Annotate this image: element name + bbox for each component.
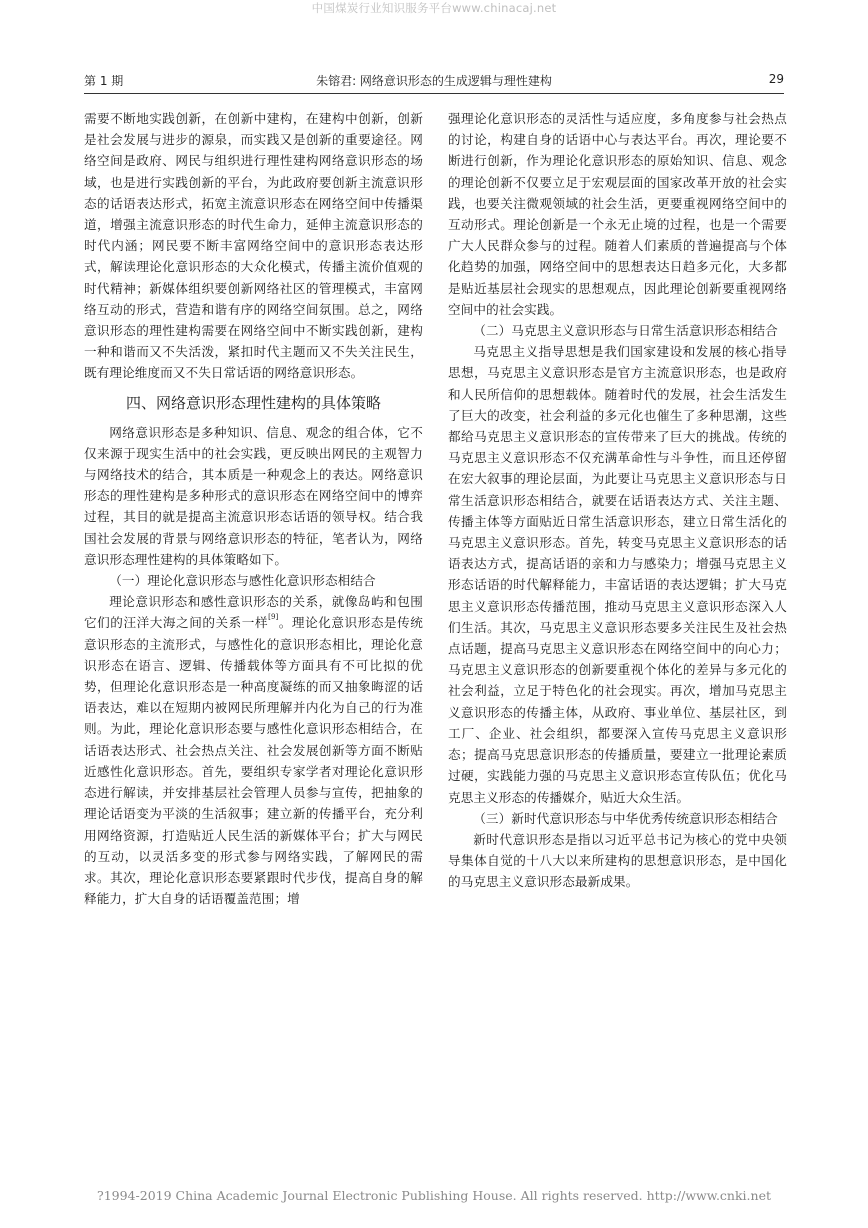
paragraph-text: 。理论化意识形态是传统意识形态的主流形式，与感性化的意识形态相比，理论化意识形态在语言、逻辑、传播载体等方面具有不可比拟的优势，但理论化意识形态是一种高度凝练的而又抽象晦涩的话语表达，难以在短期内被网民所理解并内化为自己的行为准则。为此，理论化意识形态要与感性化意识形态相结合，在话语表达形式、社会热点关注、社会发展创新等方面不断贴近感性化意识形态。首先，要组织专家学者对理论化意识形态进行解读，并安排基层社会管理人员参与宣传，把抽象的理论话语变为平淡的生活叙事；建立新的传播平台，充分利用网络资源，打造贴近人民生活的新媒体平台；扩大与网民的互动，以灵活多变的形式参与网络实践，了解网民的需求。其次，理论化意识形态要紧跟时代步伐，提高自身的解释能力，扩大自身的话语覆盖范围；增 [84,615,423,907]
paragraph: 新时代意识形态是指以习近平总书记为核心的党中央领导集体自觉的十八大以来所建构的思想意识形态，是中国化的马克思主义意识形态最新成果。 [448,831,787,890]
paragraph-text: 理论意识形态和感性意识形态的关系，就像岛屿和包围它们的汪洋大海之间的关系一样 [84,594,423,631]
paragraph: 马克思主义指导思想是我们国家建设和发展的核心指导思想，马克思主义意识形态是官方主流意识形态，也是政府和人民所信仰的思想载体。随着时代的发展，社会生活发生了巨大的改变，社会利益的多元化也催生了多种思潮，这些都给马克思主义意识形态的宣传带来了巨大的挑战。传统的马克思主义意识形态不仅充满革命性与斗争性，而且还停留在宏大叙事的理论层面，为此要让马克思主义意识形态与日常生活意识形态相结合，就要在话语表达方式、关注主题、传播主体等方面贴近日常生活意识形态，建立日常生活化的马克思主义意识形态。首先，转变马克思主义意识形态的话语表达方式，提高话语的亲和力与感染力；增强马克思主义形态话语的时代解释能力，丰富话语的表达逻辑；扩大马克思主义意识形态传播范围，推动马克思主义意识形态深入人们生活。其次，马克思主义意识形态要多关注民生及社会热点话题，提高马克思主义意识形态在网络空间中的向心力；马克思主义意识形态的创新要重视个体化的差异与多元化的社会利益，立足于特色化的社会现实。再次，增加马克思主义意识形态的传播主体，从政府、事业单位、基层社区，到工厂、企业、社会组织，都要深入宣传马克思主义意识形态；提高马克思意识形态的传播质量，要建立一批理论素质过硬，实践能力强的马克思主义意识形态宣传队伍；优化马克思主义形态的传播媒介，贴近大众生活。 [448,344,787,805]
paragraph: 强理论化意识形态的灵活性与适应度，多角度参与社会热点的讨论，构建自身的话语中心与表达平台。再次，理论要不断进行创新，作为理论化意识形态的原始知识、信息、观念的理论创新不仅要立足于宏观层面的国家改革开放的社会实践，也要关注微观领域的社会生活，更要重视网络空间中的互动形式。理论创新是一个永无止境的过程，也是一个需要广大人民群众参与的过程。随着人们素质的普遍提高与个体化趋势的加强，网络空间中的思想表达日趋多元化，大多都是贴近基层社会现实的思想观点，因此理论创新要重视网络空间中的社会实践。 [448,111,787,317]
copyright-footer: ?1994-2019 China Academic Journal Electronic Publishing House. All rights reserved. http://www.cnki.net [97,1188,771,1203]
running-header [84,72,784,90]
page-number: 29 [768,72,784,86]
running-title: 朱镕君: 网络意识形态的生成逻辑与理性建构 [316,74,552,88]
subsection-heading: （三）新时代意识形态与中华优秀传统意识形态相结合 [473,810,778,826]
paragraph [84,591,423,909]
section-heading: 四、网络意识形态理性建构的具体策略 [125,393,381,412]
subsection-heading: （一）理论化意识形态与感性化意识形态相结合 [109,573,376,589]
left-column [84,108,423,909]
header-rule [84,93,784,94]
citation-ref: [9] [268,613,279,622]
watermark-text: 中国煤炭行业知识服务平台www.chinacaj.net [311,1,557,15]
right-column [448,108,787,893]
paragraph: 网络意识形态是多种知识、信息、观念的组合体，它不仅来源于现实生活中的社会实践，更反映出网民的主观智力与网络技术的结合，其本质是一种观念上的表达。网络意识形态的理性建构是多种形式的意识形态在网络空间中的博弈过程，其目的就是提高主流意识形态话语的领导权。结合我国社会发展的背景与网络意识形态的特征，笔者认为，网络意识形态理性建构的具体策略如下。 [84,424,423,567]
subsection-heading: （二）马克思主义意识形态与日常生活意识形态相结合 [473,323,778,339]
paragraph: 需要不断地实践创新，在创新中建构，在建构中创新，创新是社会发展与进步的源泉，而实践又是创新的重要途径。网络空间是政府、网民与组织进行理性建构网络意识形态的场域，也是进行实践创新的平台，为此政府要创新主流意识形态的话语表达形式，拓宽主流意识形态在网络空间中传播渠道，增强主流意识形态的时代生命力，延伸主流意识形态的时代内涵；网民要不断丰富网络空间中的意识形态表达形式，解读理论化意识形态的大众化模式，传播主流价值观的时代精神；新媒体组织要创新网络社区的管理模式，丰富网络互动的形式，营造和谐有序的网络空间氛围。总之，网络意识形态的理性建构需要在网络空间中不断实践创新，建构一种和谐而又不失活泼，紧扣时代主题而又不失关注民生，既有理论维度而又不失日常话语的网络意识形态。 [84,111,423,381]
issue-number: 第 1 期 [84,74,124,88]
